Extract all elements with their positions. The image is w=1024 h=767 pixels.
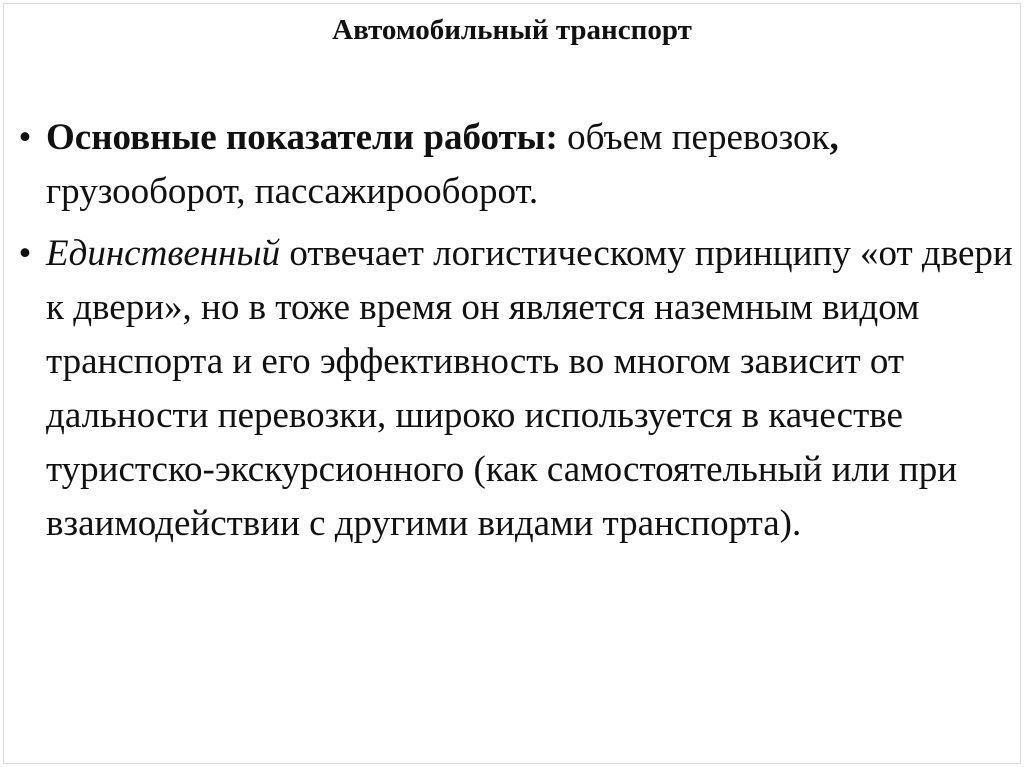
bullet-body-text: отвечает логистическому принципу «от двери к двери», но в тоже время он является наземным видом транспорта и его эффективность во многом зависит от дальности перевозки, широко используется в качестве туристско-экскурсионного (как самостоятельный или при взаимодействии с другими видами транспорта). [46, 233, 1013, 544]
bullet-lead-text: Основные показатели работы: [46, 117, 558, 158]
slide-title: Автомобильный транспорт [332, 14, 692, 46]
bullet-body-text: объем перевозок [557, 117, 830, 158]
bullet-list [10, 111, 1020, 551]
bullet-lead-text: Единственный [46, 233, 281, 274]
bullet-item-door-to-door [10, 227, 1020, 551]
bullet-icon: • [18, 233, 32, 274]
bullet-body-text-continued: грузооборот, пассажирооборот. [46, 171, 539, 212]
bullet-icon: • [18, 117, 32, 158]
bullet-comma: , [829, 117, 839, 158]
bullet-item-key-indicators [10, 111, 1020, 219]
